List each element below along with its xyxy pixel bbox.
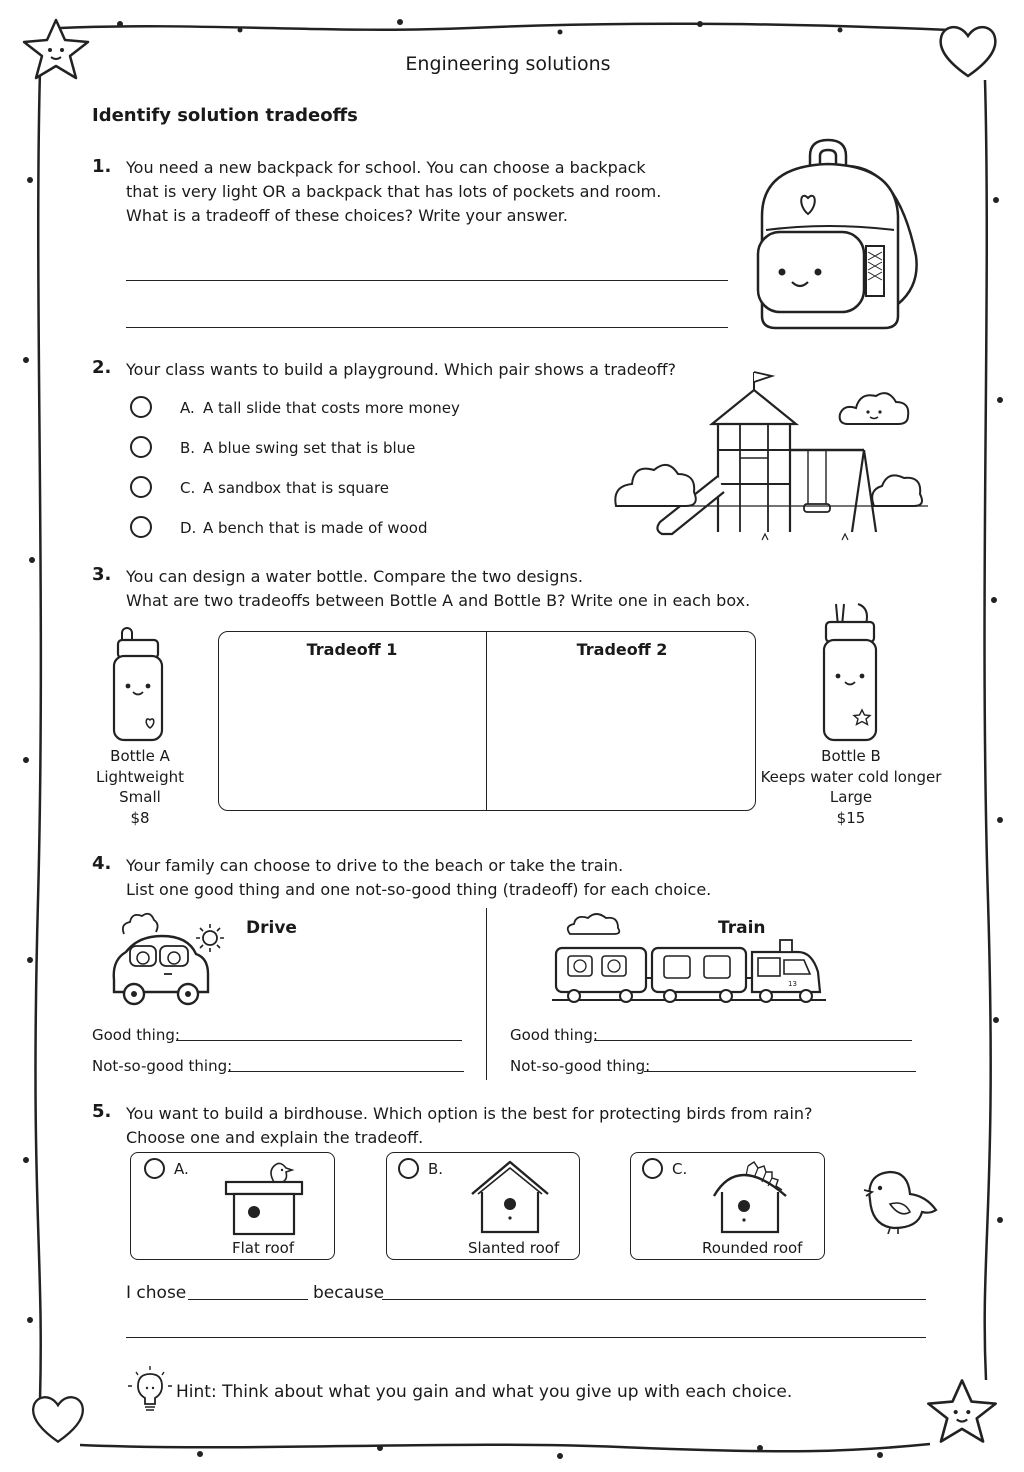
q2-option-letter: A.	[180, 399, 195, 417]
q2-option-d-radio[interactable]	[130, 516, 152, 538]
q1-line: You need a new backpack for school. You can choose a backpack	[126, 158, 646, 177]
train-good-answer-line[interactable]	[594, 1040, 912, 1041]
tradeoff-1-header: Tradeoff 1	[306, 640, 398, 659]
drive-bad-label: Not-so-good thing:	[92, 1057, 233, 1075]
because-label: because	[313, 1283, 385, 1303]
q5-line: Choose one and explain the tradeoff.	[126, 1128, 424, 1147]
q3-line: What are two tradeoffs between Bottle A and Bottle B? Write one in each box.	[126, 591, 751, 610]
q5-option-letter: B.	[428, 1160, 444, 1178]
backpack-icon	[748, 136, 928, 336]
q1-line: What is a tradeoff of these choices? Write your answer.	[126, 206, 568, 225]
q5-option-a-radio[interactable]	[144, 1158, 165, 1179]
bottle-a-name: Bottle A	[110, 747, 170, 765]
bottle-a-price: $8	[130, 809, 150, 827]
q3-number: 3.	[92, 564, 112, 585]
lightbulb-icon	[128, 1366, 172, 1416]
bird-icon	[860, 1166, 938, 1234]
q5-option-b-radio[interactable]	[398, 1158, 419, 1179]
q4-line: Your family can choose to drive to the beach or take the train.	[126, 856, 624, 875]
q2-number: 2.	[92, 357, 112, 378]
train-bad-label: Not-so-good thing:	[510, 1057, 651, 1075]
q4-number: 4.	[92, 853, 112, 874]
drive-good-answer-line[interactable]	[176, 1040, 462, 1041]
star-icon	[922, 1376, 1002, 1446]
q1-line: that is very light OR a backpack that has lots of pockets and room.	[126, 182, 662, 201]
tradeoff-2-answer-box[interactable]	[492, 666, 752, 806]
reason-answer-line[interactable]	[126, 1337, 926, 1338]
tradeoff-2-header: Tradeoff 2	[576, 640, 668, 659]
train-car-number: 13	[788, 980, 797, 988]
q5-option-caption: Rounded roof	[702, 1239, 803, 1257]
train-good-label: Good thing:	[510, 1026, 598, 1044]
train-label: Train	[718, 918, 766, 938]
q2-option-letter: C.	[180, 479, 196, 497]
bottle-icon	[818, 600, 882, 744]
q5-option-letter: A.	[174, 1160, 189, 1178]
q1-number: 1.	[92, 156, 112, 177]
worksheet-subtitle: Identify solution tradeoffs	[92, 105, 358, 126]
heart-icon	[28, 1390, 88, 1446]
q2-option-text: A bench that is made of wood	[203, 519, 428, 537]
q2-option-text: A blue swing set that is blue	[203, 439, 416, 457]
bottle-b-price: $15	[836, 809, 866, 827]
i-chose-label: I chose	[126, 1283, 187, 1303]
drive-good-label: Good thing:	[92, 1026, 180, 1044]
q4-line: List one good thing and one not-so-good thing (tradeoff) for each choice.	[126, 880, 712, 899]
q1-answer-line[interactable]	[126, 280, 728, 281]
bottle-a-feature: Small	[119, 788, 161, 806]
reason-answer-line[interactable]	[382, 1299, 926, 1300]
q2-option-b-radio[interactable]	[130, 436, 152, 458]
q1-answer-line[interactable]	[126, 327, 728, 328]
q5-option-caption: Flat roof	[232, 1239, 295, 1257]
q2-prompt: Your class wants to build a playground. Which pair shows a tradeoff?	[126, 360, 677, 379]
hint-text: Hint: Think about what you gain and what you give up with each choice.	[176, 1382, 793, 1402]
q2-option-a-radio[interactable]	[130, 396, 152, 418]
birdhouse-icon	[222, 1158, 304, 1236]
q5-option-caption: Slanted roof	[468, 1239, 560, 1257]
q5-line: You want to build a birdhouse. Which option is the best for protecting birds from rain?	[126, 1104, 813, 1123]
playground-icon	[612, 366, 932, 546]
bottle-b-feature: Keeps water cold longer	[760, 768, 942, 786]
q5-option-letter: C.	[672, 1160, 688, 1178]
bottle-icon	[108, 626, 168, 744]
tradeoff-divider	[486, 631, 487, 811]
bottle-a-feature: Lightweight	[95, 768, 184, 786]
q5-option-c-radio[interactable]	[642, 1158, 663, 1179]
train-icon	[552, 938, 826, 1008]
sun-icon	[194, 922, 226, 954]
q2-option-text: A sandbox that is square	[203, 479, 390, 497]
tradeoff-1-answer-box[interactable]	[222, 666, 482, 806]
page-title: Engineering solutions	[405, 53, 611, 75]
q2-option-letter: B.	[180, 439, 196, 457]
bottle-b-feature: Large	[829, 788, 873, 806]
train-bad-answer-line[interactable]	[644, 1071, 916, 1072]
q3-line: You can design a water bottle. Compare the two designs.	[126, 567, 583, 586]
q2-option-letter: D.	[180, 519, 197, 537]
q5-number: 5.	[92, 1101, 112, 1122]
q2-option-c-radio[interactable]	[130, 476, 152, 498]
drive-bad-answer-line[interactable]	[228, 1071, 464, 1072]
birdhouse-icon	[708, 1158, 792, 1236]
cloud-icon	[564, 912, 624, 938]
q2-option-text: A tall slide that costs more money	[203, 399, 460, 417]
q4-divider	[486, 908, 487, 1080]
birdhouse-icon	[468, 1158, 552, 1236]
bottle-b-name: Bottle B	[821, 747, 881, 765]
choice-answer-line[interactable]	[188, 1299, 308, 1300]
drive-label: Drive	[246, 918, 297, 938]
